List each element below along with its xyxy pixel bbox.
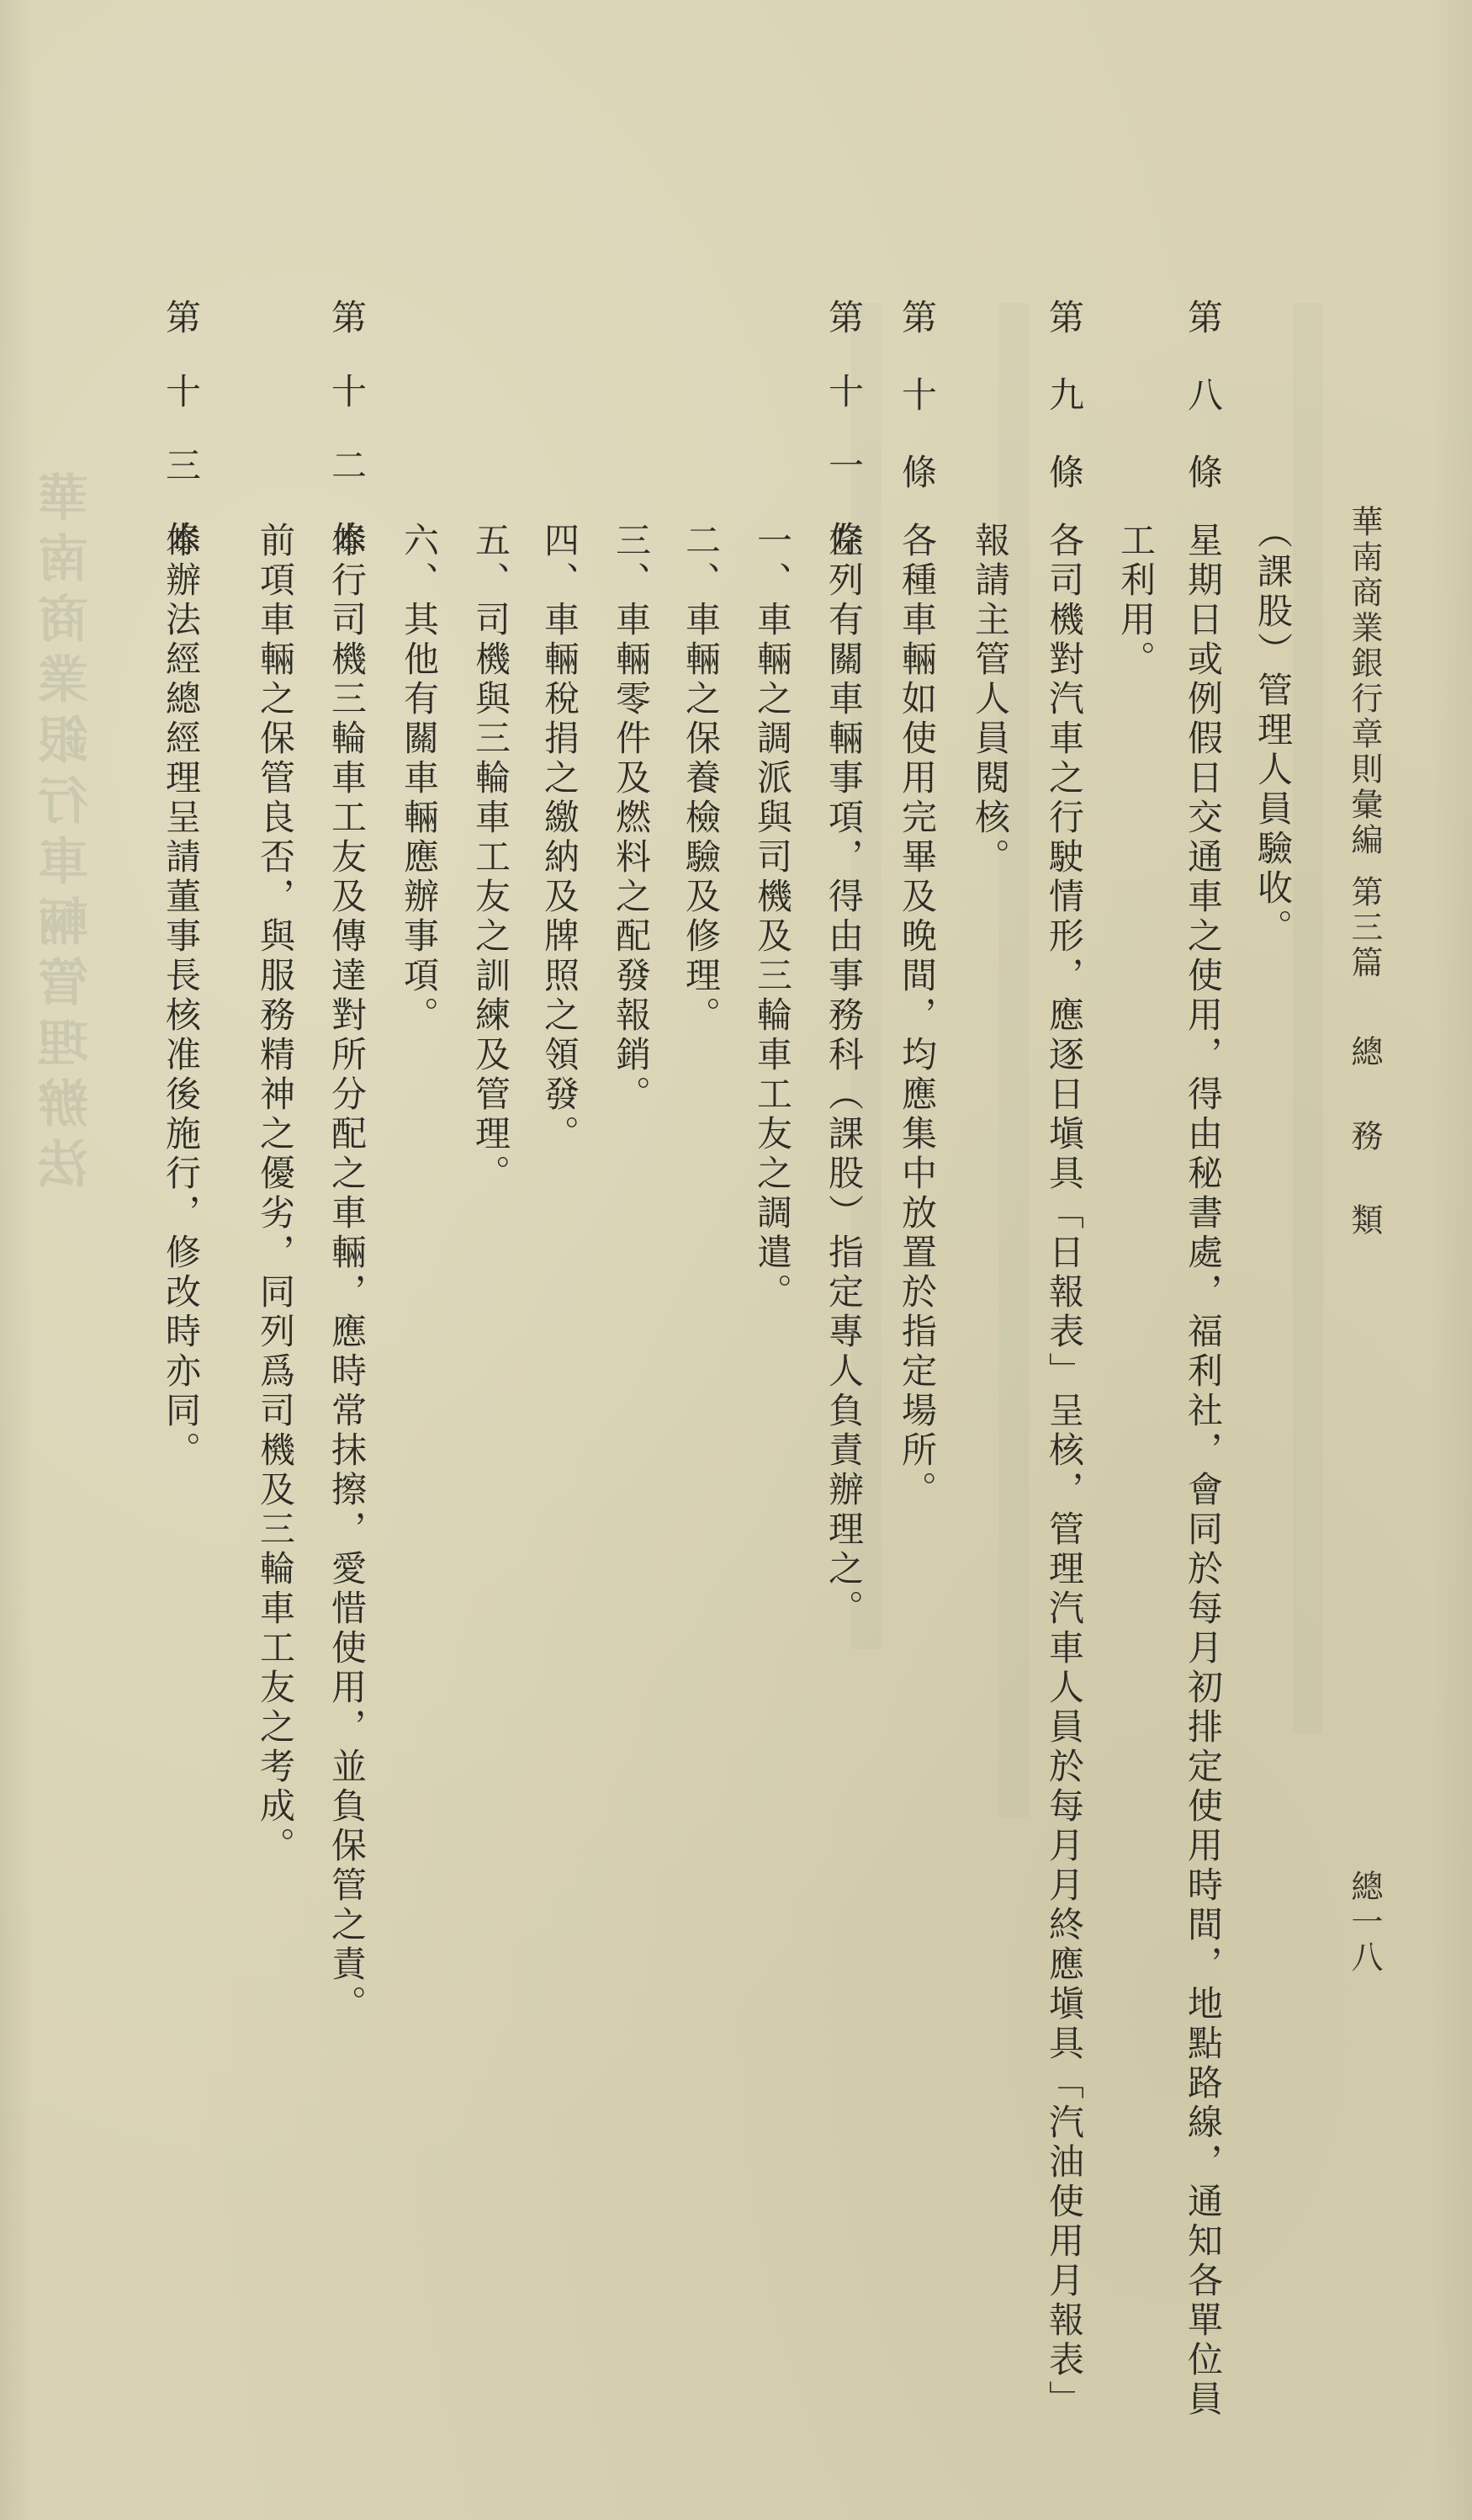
list-item: 二、車輛之保養檢驗及修理。 bbox=[680, 522, 722, 1036]
article-text: 工利用。 bbox=[1115, 522, 1157, 680]
list-item: 一、車輛之調派與司機及三輪車工友之調遣。 bbox=[752, 522, 793, 1313]
article-text: 各種車輛如使用完畢及晚間，均應集中放置於指定場所。 bbox=[897, 522, 938, 1510]
list-item: 四、車輛稅捐之繳納及牌照之領發。 bbox=[539, 522, 580, 1154]
article-label: 第八條 bbox=[1183, 299, 1224, 531]
article-text: 報請主管人員閱核。 bbox=[970, 522, 1011, 878]
part-title: 第三篇 bbox=[1346, 875, 1383, 981]
list-item: 六、其他有關車輛應辦事項。 bbox=[399, 522, 440, 1036]
article-text: 前項車輛之保管良否，與服務精神之優劣，同列爲司機及三輪車工友之考成。 bbox=[255, 522, 296, 1866]
article-label: 第十一條 bbox=[823, 299, 865, 595]
bleed-column bbox=[1293, 303, 1323, 1733]
continuation-line: （課股）管理人員驗收。 bbox=[1252, 513, 1294, 948]
list-item: 三、車輛零件及燃料之配發報銷。 bbox=[611, 522, 652, 1115]
article-text: 本辦法經總經理呈請董事長核准後施行，修改時亦同。 bbox=[161, 522, 202, 1471]
category-title: 總務類 bbox=[1346, 1035, 1383, 1287]
article-text: 本行司機三輪車工友及傳達對所分配之車輛，應時常抹擦，愛惜使用，並負保管之責。 bbox=[326, 522, 368, 2024]
article-text: 星期日或例假日交通車之使用，得由秘書處，福利社，會同於每月初排定使用時間，地點路線，通知各單位員 bbox=[1183, 522, 1224, 2420]
article-label: 第十條 bbox=[897, 299, 938, 531]
book-title: 華南商業銀行章則彙編 bbox=[1346, 505, 1383, 858]
page-number: 總一八 bbox=[1346, 1870, 1383, 1976]
bleed-through-text: 華南商業銀行車輛管理辦法 bbox=[38, 471, 97, 1198]
article-text: 左列有關車輛事項，得由事務科（課股）指定專人負責辦理之。 bbox=[823, 522, 865, 1629]
list-item: 五、司機與三輪車工友之訓練及管理。 bbox=[470, 522, 511, 1194]
article-label: 第十二條 bbox=[326, 299, 368, 595]
article-label: 第十三條 bbox=[161, 299, 202, 595]
article-text: 各司機對汽車之行駛情形，應逐日塡具「日報表」呈核，管理汽車人員於每月月終應塡具「汽油使用月報表」 bbox=[1044, 522, 1085, 2420]
article-label: 第九條 bbox=[1044, 299, 1085, 531]
